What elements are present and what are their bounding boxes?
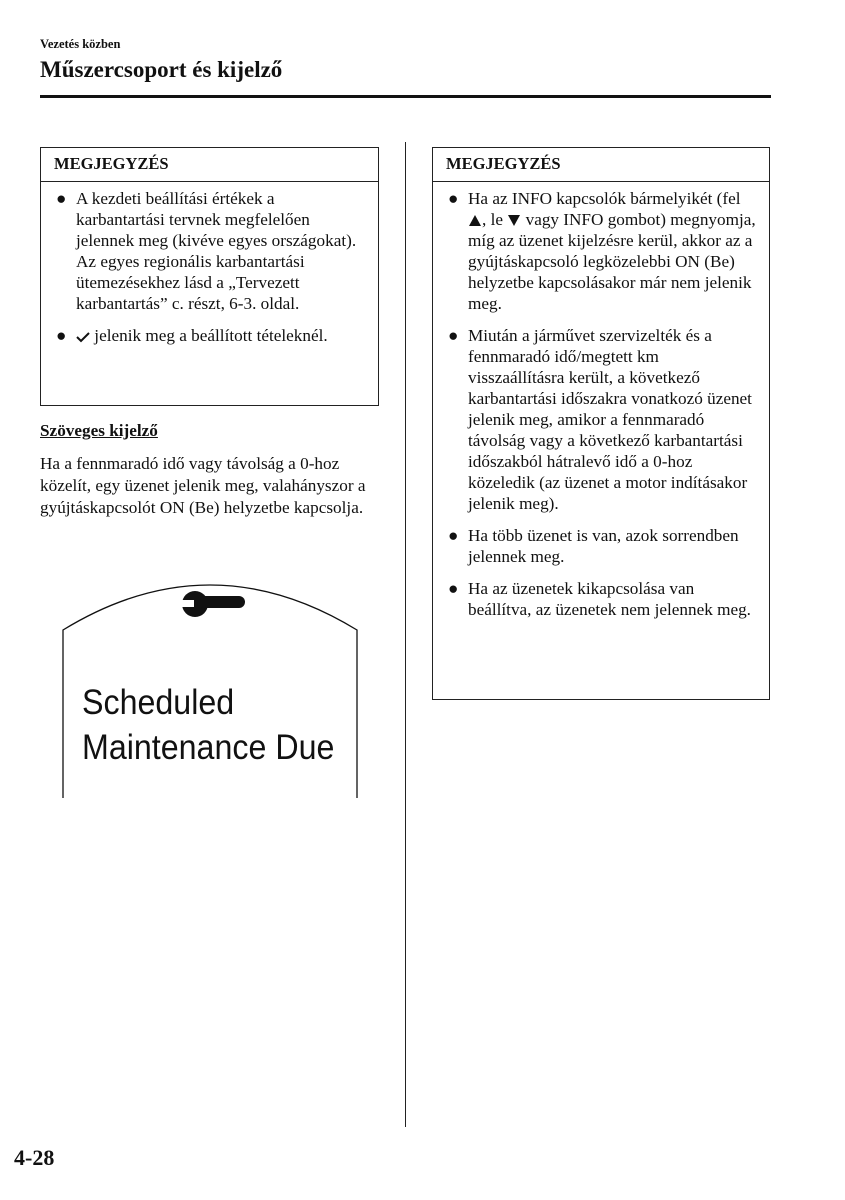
note-box-right <box>432 147 770 700</box>
note-item <box>56 188 366 314</box>
triangle-up-icon <box>468 214 482 227</box>
note-list <box>433 182 769 628</box>
bullet-icon: ● <box>448 579 459 598</box>
bullet-icon: ● <box>56 189 67 208</box>
bullet-icon: ● <box>56 326 67 345</box>
note-box-left <box>40 147 379 406</box>
note-item-text: jelenik meg a beállított tételeknél. <box>94 326 328 345</box>
note-list <box>41 182 378 354</box>
page-title: Műszercsoport és kijelző <box>40 57 283 82</box>
note-heading: MEGJEGYZÉS <box>433 148 769 182</box>
bullet-icon: ● <box>448 526 459 545</box>
note-item-text: Ha több üzenet is van, azok sorrendben jelennek meg. <box>468 526 739 566</box>
note-heading: MEGJEGYZÉS <box>41 148 378 182</box>
title-rule <box>40 95 771 98</box>
note-item-text: Ha az INFO kapcsolók bármelyikét (fel <box>468 189 741 208</box>
note-item <box>56 325 366 346</box>
breadcrumb: Vezetés közben <box>40 37 121 51</box>
note-item <box>448 525 757 567</box>
note-item <box>448 188 757 314</box>
display-line-1: Scheduled <box>82 683 235 722</box>
page-number: 4-28 <box>14 1145 55 1170</box>
section-heading: Szöveges kijelző <box>40 421 158 440</box>
triangle-down-icon <box>507 214 521 227</box>
bullet-icon: ● <box>448 326 459 345</box>
note-item-text: A kezdeti beállítási értékek a karbantartási tervnek megfelelően jelennek meg (kivéve egyes országokat). Az egyes regionális karbantartási ütemezésekhez lásd a „Tervezett karbantartás” c. részt, 6-3. oldal. <box>76 189 357 313</box>
note-item <box>448 578 757 620</box>
note-item <box>448 325 757 514</box>
display-line-2: Maintenance Due <box>82 728 335 767</box>
note-item-text: , le <box>482 210 503 229</box>
checkmark-icon <box>76 331 90 343</box>
section-body: Ha a fennmaradó idő vagy távolság a 0-hoz közelít, egy üzenet jelenik meg, valahányszor a gyújtáskapcsolót ON (Be) helyzetbe kapcsolja. <box>40 454 366 517</box>
note-item-text: Miután a járművet szervizelték és a fennmaradó idő/megtett km visszaállításra került, a következő karbantartási időszakra vonatkozó üzenet jelenik meg, amikor a fennmaradó távolság vagy a következő karbantartási időszakból hátralevő idő a 0-hoz közeledik (az üzenet a motor indításakor jelenik meg). <box>468 326 752 513</box>
note-item-text: Ha az üzenetek kikapcsolása van beállítva, az üzenetek nem jelennek meg. <box>468 579 751 619</box>
wrench-icon <box>174 591 245 617</box>
note-item-text: vagy INFO gombot) megnyomja, míg az üzenet kijelzésre kerül, akkor az a gyújtáskapcsoló legközelebbi ON (Be) helyzetbe kapcsolásakor már nem jelenik meg. <box>468 210 756 313</box>
column-divider <box>405 142 406 1127</box>
bullet-icon: ● <box>448 189 459 208</box>
